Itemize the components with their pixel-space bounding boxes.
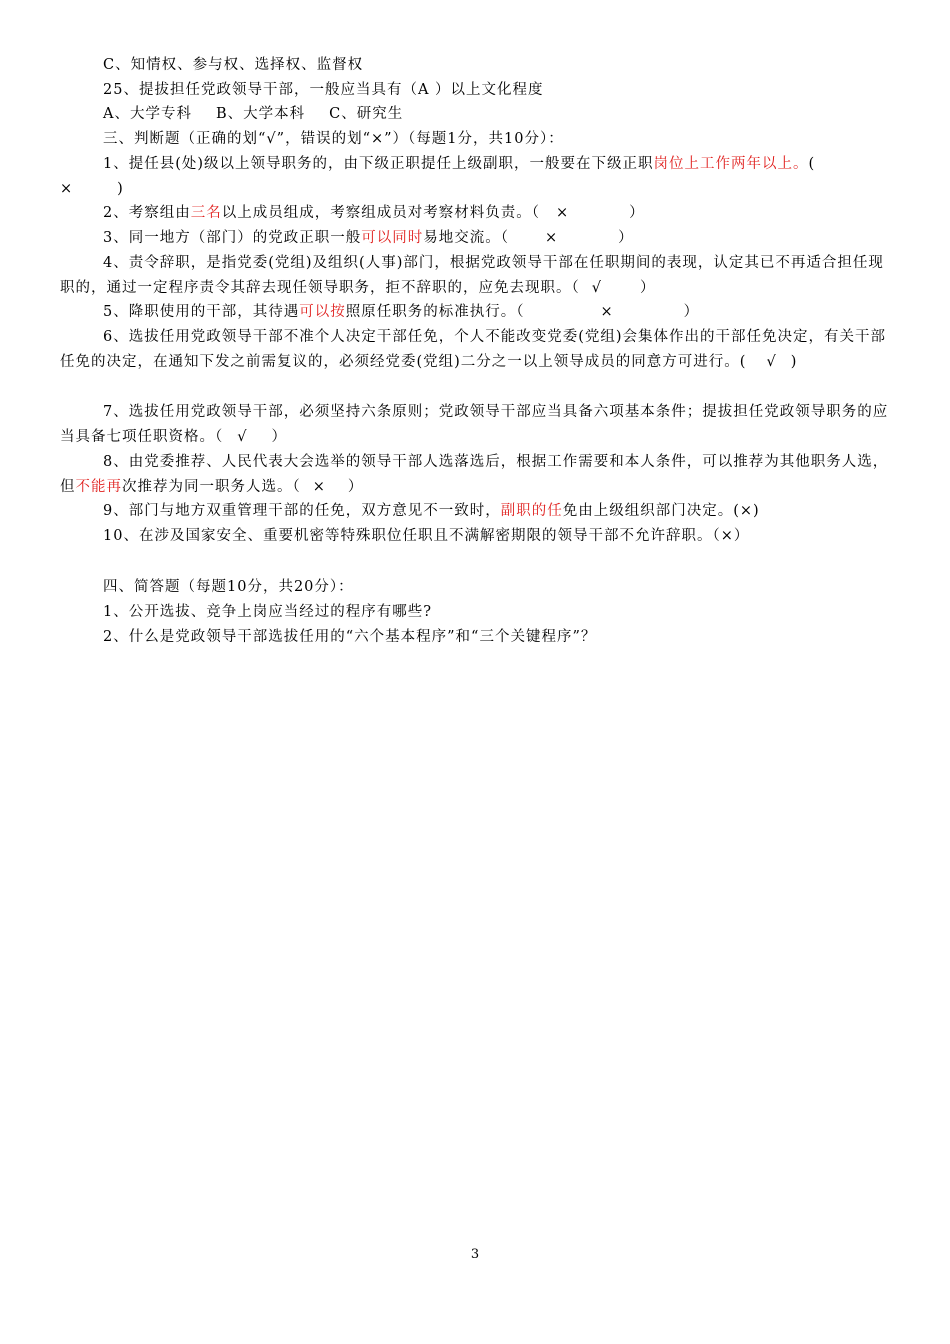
highlight-text: 不能再 — [75, 478, 122, 495]
q25-option-b: B、大学本科 — [215, 106, 306, 122]
highlight-text: 三名 — [190, 205, 222, 221]
judgment-item-9: 9、部门与地方双重管理干部的任免，双方意见不一致时，副职的任免由上级组织部门决定。(×) — [103, 503, 760, 519]
question-25-options — [60, 102, 890, 127]
q25-option-a: A、大学专科 — [103, 106, 192, 122]
question-25: 25、提拔担任党政领导干部，一般应当具有（A ）以上文化程度 — [103, 82, 544, 98]
short-answer-2: 2、什么是党政领导干部选拔任用的“六个基本程序”和“三个关键程序”？ — [103, 629, 597, 645]
highlight-text: 可以同时 — [361, 230, 424, 246]
judgment-item-1: 1、提任县(处)级以上领导职务的，由下级正职提任上级副职，一般要在下级正职岗位上工作两年以上。( × ) — [60, 156, 816, 197]
answer-mark: √ — [591, 279, 602, 296]
judgment-item-5: 5、降职使用的干部，其待遇可以按照原任职务的标准执行。（ × ） — [103, 304, 700, 320]
answer-mark: √ — [237, 428, 248, 445]
answer-mark: × — [555, 205, 570, 221]
answer-mark: × — [544, 230, 559, 246]
answer-mark: × — [312, 478, 326, 495]
q25-option-c: C、研究生 — [329, 106, 404, 122]
judgment-item-3: 3、同一地方（部门）的党政正职一般可以同时易地交流。（ × ） — [103, 230, 634, 246]
q24-option-c: C、知情权、参与权、选择权、监督权 — [103, 57, 364, 73]
short-answer-1: 1、公开选拔、竞争上岗应当经过的程序有哪些? — [103, 604, 432, 620]
answer-mark: √ — [766, 353, 777, 370]
judgment-item-2: 2、考察组由三名以上成员组成，考察组成员对考察材料负责。（ × ） — [103, 205, 645, 221]
judgment-item-7: 7、选拔任用党政领导干部，必须坚持六条原则；党政领导干部应当具备六项基本条件；提拔担任党政领导职务的应当具备七项任职资格。（ √ ） — [60, 404, 889, 445]
highlight-text: 可以按 — [299, 304, 346, 320]
section-3-title: 三、判断题（正确的划“√”，错误的划“×”）（每题1分，共10分）： — [103, 131, 564, 147]
answer-mark: × — [600, 304, 614, 320]
highlight-text: 岗位上工作两年以上。 — [653, 156, 809, 172]
judgment-item-8: 8、由党委推荐、人民代表大会选举的领导干部人选落选后，根据工作需要和本人条件，可以推荐为其他职务人选，但不能再次推荐为同一职务人选。（ × ） — [60, 454, 889, 495]
page-number: 3 — [470, 1247, 480, 1262]
section-4-title: 四、简答题（每题10分，共20分）： — [103, 579, 354, 595]
judgment-item-4: 4、责令辞职，是指党委(党组)及组织(人事)部门，根据党政领导干部在任职期间的表现，认定其已不再适合担任现职的，通过一定程序责令其辞去现任领导职务，拒不辞职的，应免去现职。（ √ ） — [60, 255, 884, 296]
judgment-item-6: 6、选拔任用党政领导干部不准个人决定干部任免，个人不能改变党委(党组)会集体作出的干部任免决定，有关干部任免的决定，在通知下发之前需复议的，必须经党委(党组)二分之一以上领导成员的同意方可进行。( √ ) — [60, 329, 887, 370]
judgment-item-10: 10、在涉及国家安全、重要机密等特殊职位任职且不满解密期限的领导干部不允许辞职。（×） — [103, 528, 750, 544]
answer-mark: × — [60, 180, 74, 197]
highlight-text: 副职的任 — [500, 503, 563, 519]
